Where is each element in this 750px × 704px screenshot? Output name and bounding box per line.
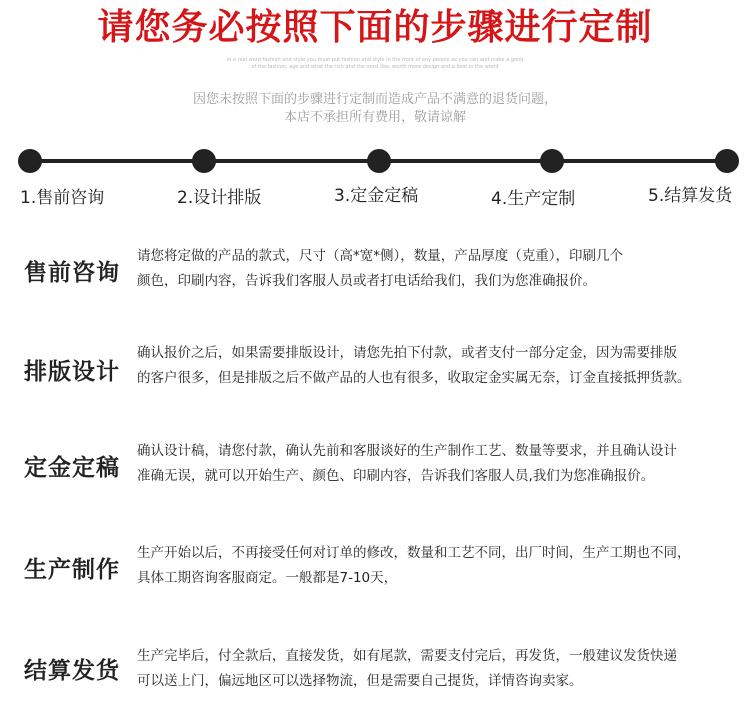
section-line: 生产开始以后，不再接受任何对订单的修改，数量和工艺不同，出厂时间，生产工期也不同， [137,545,691,561]
step-1-label: 1.售前咨询 [20,188,105,208]
notice-line-2: 本店不承担所有费用，敬请谅解 [283,110,466,125]
page-title: 请您务必按照下面的步骤进行定制 [97,7,653,48]
step-2-label: 2.设计排版 [177,188,262,208]
step-3-dot [367,149,391,173]
fine-print-line-2: of the fashion, age and what the rich and the most like, worth more design and a best in the world [251,64,499,70]
section-line: 准确无误，就可以开始生产、颜色、印刷内容，告诉我们客服人员,我们为您准确报价。 [137,468,655,484]
section-line: 确认报价之后，如果需要排版设计，请您先拍下付款，或者支付一部分定金，因为需要排版 [137,345,677,361]
step-timeline [0,140,750,210]
section-body [137,439,737,489]
fine-print-line-1: in a real word fashion and style you must put fashion and style in the front of any people as you can and make a good [226,57,524,63]
step-4-dot [540,149,564,173]
step-2-dot [192,149,216,173]
section-line: 生产完毕后，付全款后，直接发货，如有尾款，需要支付完后，再发货，一般建议发货快递 [137,648,677,664]
section-body [137,541,737,591]
step-3-label: 3.定金定稿 [334,186,419,206]
section-body [137,644,737,694]
section-line: 颜色，印刷内容，告诉我们客服人员或者打电话给我们，我们为您准确报价。 [137,273,596,289]
section-line: 的客户很多，但是排版之后不做产品的人也有很多，收取定金实属无奈，订金直接抵押货款。 [137,370,691,386]
section-heading: 结算发货 [24,658,120,684]
section-body [137,244,737,294]
step-4-label: 4.生产定制 [491,189,576,209]
section-heading: 售前咨询 [24,260,120,286]
step-1-dot [18,149,42,173]
section-heading: 生产制作 [24,557,120,583]
step-5-label: 5.结算发货 [648,186,733,206]
section-line: 请您将定做的产品的款式，尺寸（高*宽*侧），数量，产品厚度（克重），印刷几个 [137,248,623,264]
section-line: 确认设计稿，请您付款，确认先前和客服谈好的生产制作工艺、数量等要求，并且确认设计 [137,443,677,459]
section-line: 可以送上门，偏远地区可以选择物流，但是需要自己提货，详情咨询卖家。 [137,673,583,689]
step-5-dot [715,149,739,173]
section-body [137,341,737,391]
section-line: 具体工期咨询客服商定。一般都是7-10天， [137,570,398,586]
section-heading: 排版设计 [24,359,120,385]
section-heading: 定金定稿 [24,455,120,481]
notice-line-1: 因您未按照下面的步骤进行定制而造成产品不满意的退货问题， [192,92,557,107]
